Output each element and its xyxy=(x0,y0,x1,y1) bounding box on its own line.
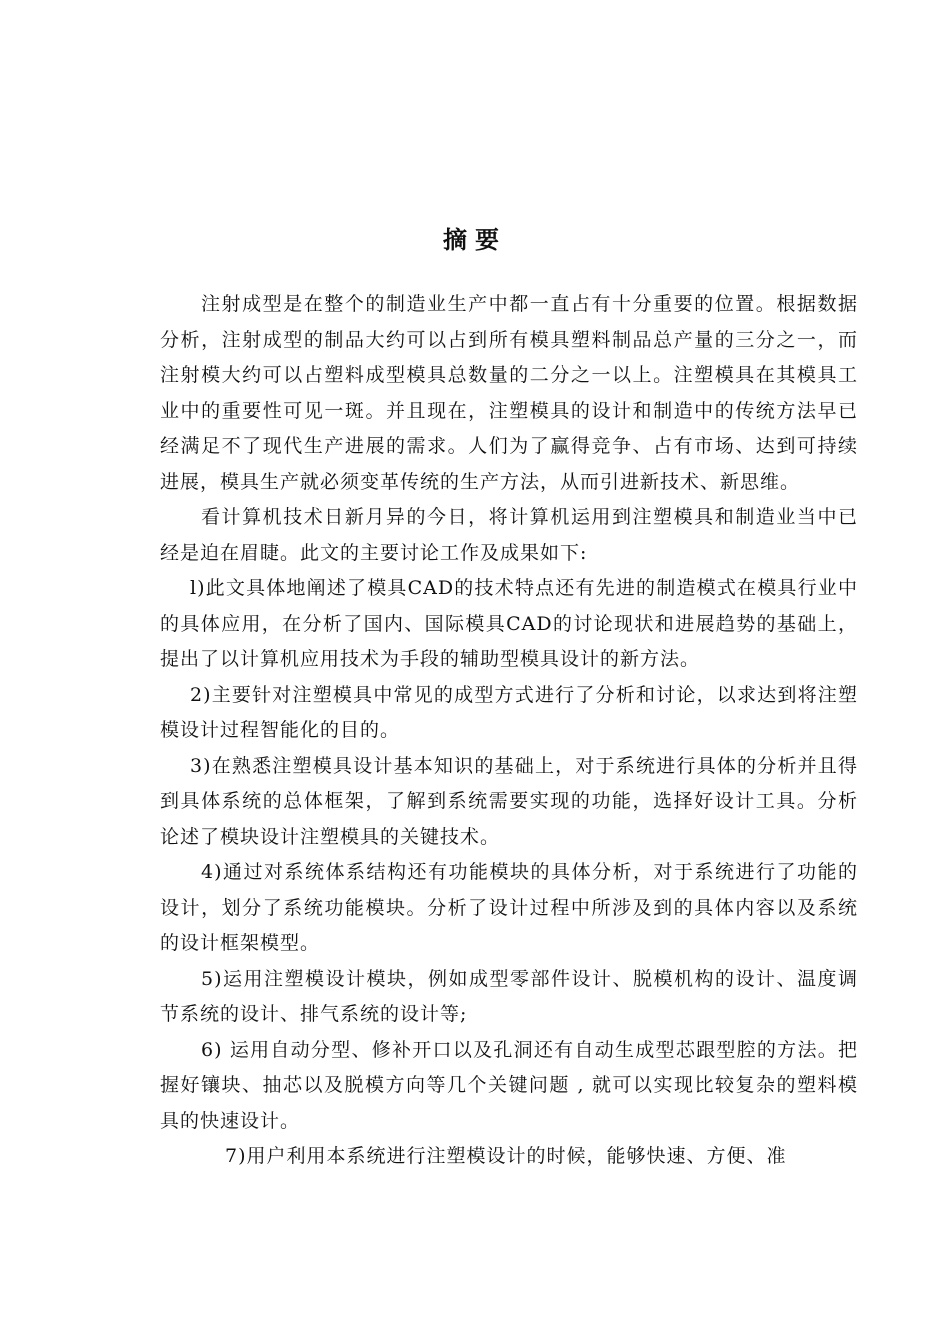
paragraph-item-2: 2)主要针对注塑模具中常见的成型方式进行了分析和讨论，以求达到将注塑模设计过程智能化的目的。 xyxy=(160,683,858,741)
paragraph-item-3: 3)在熟悉注塑模具设计基本知识的基础上，对于系统进行具体的分析并且得到具体系统的总体框架，了解到系统需要实现的功能，选择好设计工具。分析论述了模块设计注塑模具的关键技术。 xyxy=(160,754,858,848)
paragraph-research-summary: 看计算机技术日新月异的今日，将计算机运用到注塑模具和制造业当中已经是迫在眉睫。此文的主要讨论工作及成果如下: xyxy=(160,506,858,564)
paragraph-item-6: 6) 运用自动分型、修补开口以及孔洞还有自动生成型芯跟型腔的方法。把握好镶块、抽芯以及脱模方向等几个关键问题 , 就可以实现比较复杂的塑料模具的快速设计。 xyxy=(160,1038,858,1132)
abstract-title: 摘要 xyxy=(443,226,507,254)
paragraph-item-4: 4)通过对系统体系结构还有功能模块的具体分析，对于系统进行了功能的设计，划分了系统功能模块。分析了设计过程中所涉及到的具体内容以及系统的设计框架模型。 xyxy=(160,861,858,954)
paragraph-item-1: l)此文具体地阐述了模具CAD的技术特点还有先进的制造模式在模具行业中的具体应用，在分析了国内、国际模具CAD的讨论现状和进展趋势的基础上，提出了以计算机应用技术为手段的辅助型模具设计的新方法。 xyxy=(160,577,858,670)
paragraph-item-7: 7)用户利用本系统进行注塑模设计的时候，能够快速、方便、准 xyxy=(225,1145,787,1167)
paragraph-item-5: 5)运用注塑模设计模块，例如成型零部件设计、脱模机构的设计、温度调节系统的设计、排气系统的设计等; xyxy=(160,967,858,1025)
paragraph-intro: 注射成型是在整个的制造业生产中都一直占有十分重要的位置。根据数据分析，注射成型的制品大约可以占到所有模具塑料制品总产量的三分之一，而注射模大约可以占塑料成型模具总数量的二分之一以上。注塑模具在其模具工业中的重要性可见一斑。并且现在，注塑模具的设计和制造中的传统方法早已经满足不了现代生产进展的需求。人们为了赢得竞争、占有市场、达到可持续进展，模具生产就必须变革传统的生产方法，从而引进新技术、新思维。 xyxy=(160,293,858,493)
abstract-body xyxy=(160,287,858,1175)
